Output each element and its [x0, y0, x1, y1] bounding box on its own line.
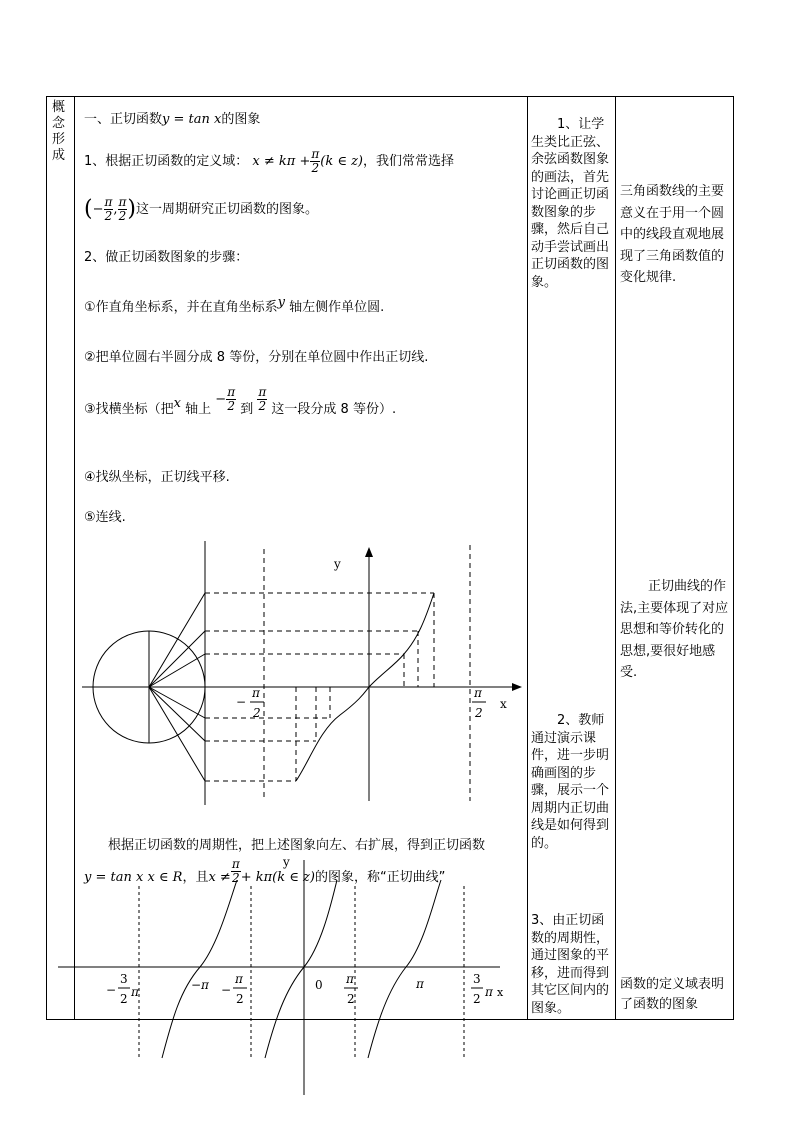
lbl-pi2-pi: π: [346, 972, 354, 986]
step3-pos-frac: $\frac{\pi}{2}$: [258, 385, 267, 413]
interval-left-frac: $\frac{\pi}{2}$: [104, 195, 113, 223]
step3-text-a: ③找横坐标（把: [84, 402, 174, 417]
para2-formula: y = tan x x ∈ R: [84, 870, 183, 885]
p1-suffix: ，我们常常选择: [363, 154, 455, 169]
step-4: ④找纵坐标，正切线平移.: [84, 470, 230, 485]
heading-suffix: 的图象: [221, 112, 261, 127]
step1-text-a: ①作直角坐标系，并在直角坐标系: [84, 300, 278, 315]
para2-mid: ，且: [182, 870, 209, 885]
p1-pi-over-2: $\frac{\pi}{2}$: [311, 147, 320, 175]
graph2-origin: 0: [315, 978, 323, 992]
step-5: ⑤连线.: [84, 510, 126, 525]
left-label: 概念形成: [52, 100, 66, 163]
teacher-note-2: 2、教师通过演示课件，进一步明确画图的步骤，展示一个周期内正切曲线是如何得到的。: [531, 713, 610, 851]
lbl-pi: π: [416, 977, 424, 991]
step1-text-b: 轴左侧作单位圆.: [289, 300, 385, 315]
heading-prefix: 一、正切函数: [84, 112, 163, 127]
step3-x: x: [173, 396, 181, 411]
lbl-neg3pi2-pi: π: [131, 985, 139, 999]
lbl-neg3pi2-minus: −: [106, 983, 117, 997]
step1-y: y: [277, 295, 286, 310]
graph1-x-label: x: [500, 697, 507, 711]
lbl-negpi2-two: 2: [236, 992, 244, 1006]
lbl-negpi2-pi: π: [235, 972, 243, 986]
tan-branch-2: [265, 880, 337, 1058]
graph2-x-label: x: [497, 986, 504, 999]
teacher-note-1: 1、让学生类比正弦、余弦函数图象的画法，首先讨论画正切函数图象的步骤，然后自己动手尝试画出正切函数的图象。: [531, 117, 610, 290]
lbl-3pi2-pi: π: [485, 985, 493, 999]
lbl-neg3pi2-three: 3: [120, 972, 128, 986]
heading-formula: y = tan x: [162, 112, 222, 127]
teacher-note-3: 3、由正切函数的周期性，通过图象的平移，进而得到其它区间内的图象。: [531, 913, 610, 1016]
design-note-2: 正切曲线的作法,主要体现了对应思想和等价转化的思想,要很好地感受.: [620, 579, 729, 680]
graph1-neg-pi: π: [252, 686, 260, 700]
para2-suffix: 的图象，称“正切曲线”: [314, 870, 446, 885]
step3-text-b: 轴上: [185, 402, 212, 417]
para2-formula2: x ≠: [208, 870, 231, 885]
para-period: 根据正切函数的周期性，把上述图象向左、右扩展，得到正切函数: [108, 838, 486, 853]
lbl-pi2-two: 2: [347, 992, 355, 1006]
tan-branch-3: [368, 880, 441, 1058]
graph1-neg-label-minus: −: [236, 695, 247, 709]
step-2: ②把单位圆右半圆分成 8 等份，分别在单位圆中作出正切线.: [84, 350, 429, 365]
p1-formula-a: x ≠ kπ +: [252, 154, 311, 169]
interval-minus: −: [92, 202, 104, 217]
para2-frac: $\frac{\pi}{2}$: [231, 857, 240, 885]
interval-right-frac: $\frac{\pi}{2}$: [118, 195, 127, 223]
interval-close: ): [127, 196, 137, 222]
lbl-3pi2-two: 2: [473, 992, 481, 1006]
lbl-negpi2-minus: −: [221, 983, 232, 997]
lbl-neg3pi2-two: 2: [120, 992, 128, 1006]
graph2-y-label: y: [283, 855, 290, 869]
interval-comma: ,: [113, 202, 118, 217]
graph1-pos-pi: π: [474, 686, 482, 700]
p1b-suffix: 这一周期研究正切函数的图象。: [136, 202, 319, 217]
para2-formula3: + kπ(k ∈ z): [240, 870, 315, 885]
para-2: 2、做正切函数图象的步骤：: [84, 250, 249, 265]
p1-formula-b: (k ∈ z): [320, 154, 364, 169]
step3-neg-frac: − $\frac{\pi}{2}$: [215, 385, 236, 413]
graph1-pos-two: 2: [475, 706, 483, 720]
graph1-y-label: y: [334, 557, 341, 571]
step3-text-c: 到: [240, 402, 254, 417]
design-note-1: 三角函数线的主要意义在于用一个圆中的线段直观地展现了三角函数值的变化规律.: [620, 184, 725, 285]
lbl-neg-pi: −π: [191, 978, 209, 992]
design-note-3: 函数的定义域表明了函数的图象: [620, 977, 725, 1012]
p1-prefix: 1、根据正切函数的定义域：: [84, 154, 249, 169]
interval-open: (: [84, 196, 93, 222]
graph1-neg-two: 2: [253, 706, 261, 720]
step3-text-d: 这一段分成 8 等份）.: [271, 402, 397, 417]
tan-branch-1: [162, 880, 237, 1058]
lbl-3pi2-three: 3: [473, 972, 481, 986]
